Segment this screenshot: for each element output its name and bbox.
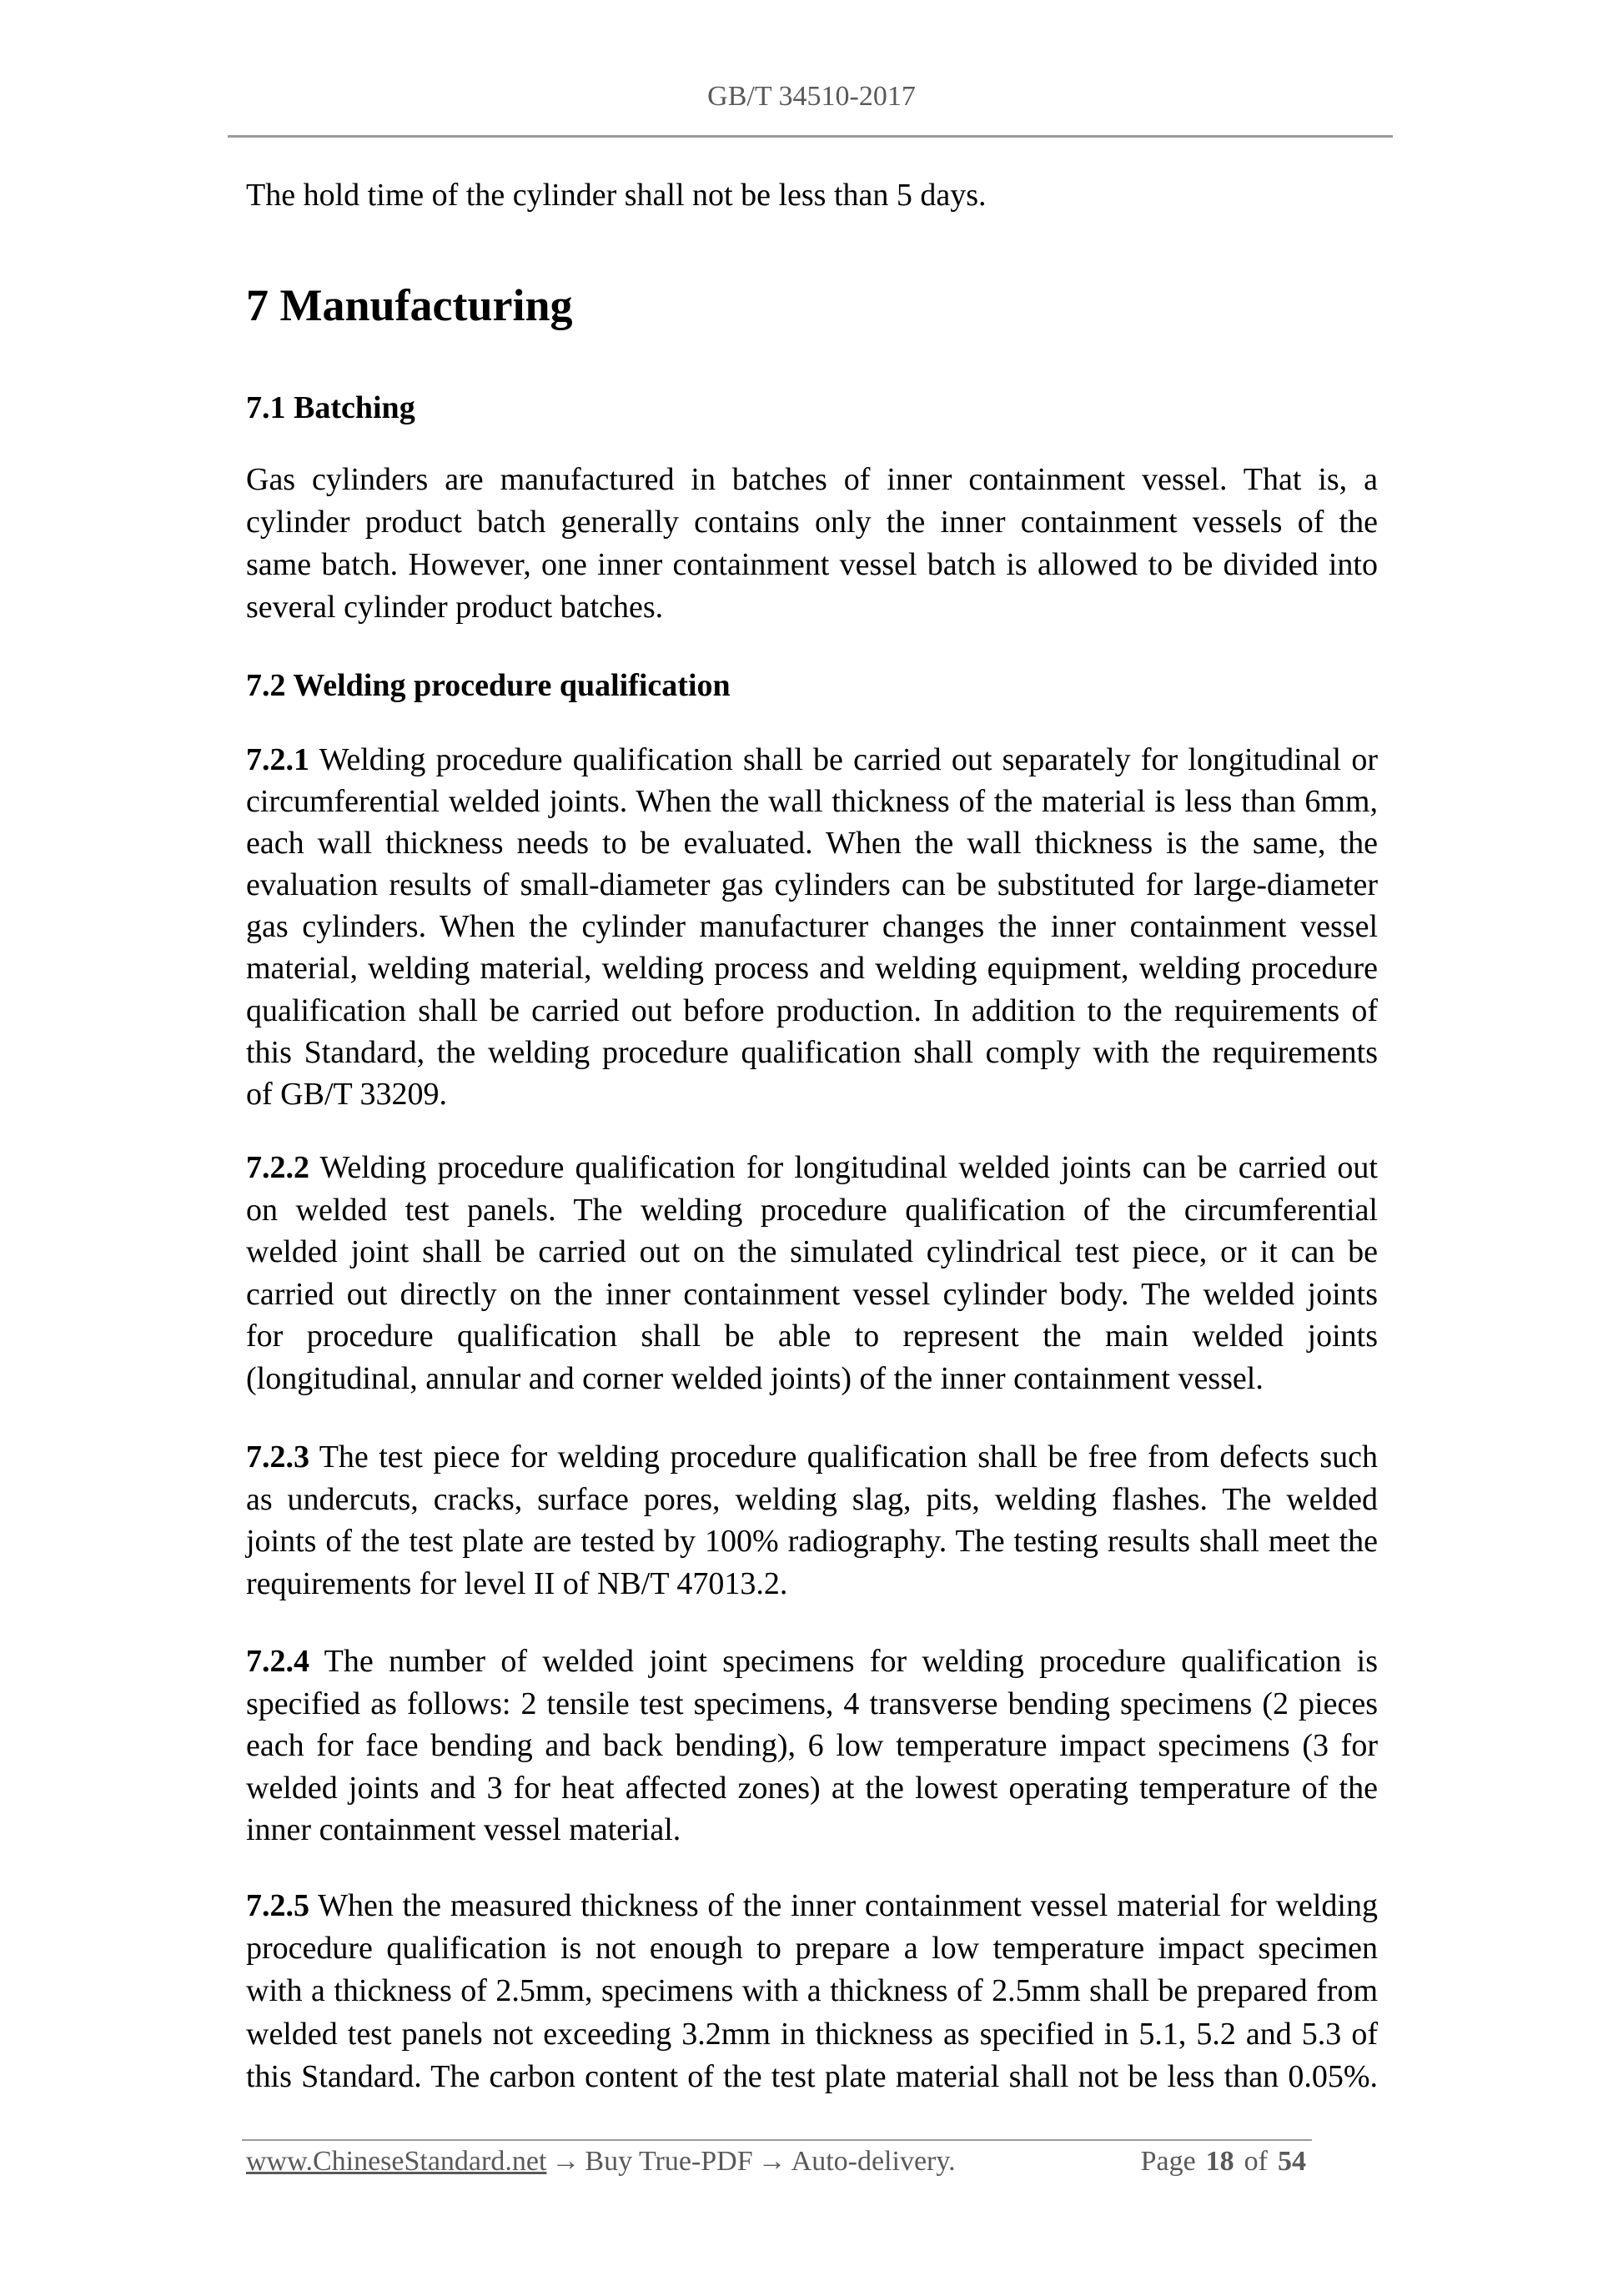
clause-number: 7.2.5 xyxy=(246,1888,309,1923)
clause-7-2-5 xyxy=(246,1885,1378,2098)
clause-7-2-3 xyxy=(246,1436,1378,1605)
clause-number: 7.2.1 xyxy=(246,742,309,777)
clause-number: 7.2.3 xyxy=(246,1439,309,1475)
subsection-heading-7-1: 7.1 Batching xyxy=(246,390,415,425)
clause-text: When the measured thickness of the inner containment vessel material for welding xyxy=(318,1888,1378,1923)
text-line: welded test panels not exceeding 3.2mm in thickness as specified in 5.1, 5.2 and 5.3 of xyxy=(246,2016,1378,2052)
text-line: gas cylinders. When the cylinder manufacturer changes the inner containment vessel xyxy=(246,909,1378,945)
running-header-doc-id: GB/T 34510-2017 xyxy=(707,81,916,112)
section-heading: 7 Manufacturing xyxy=(246,280,573,330)
paragraph-7-1 xyxy=(246,459,1378,629)
text-line: material, welding material, welding process and welding equipment, welding procedure xyxy=(246,951,1378,987)
text-line: Gas cylinders are manufactured in batches of inner containment vessel. That is, a xyxy=(246,462,1378,497)
text-line: cylinder product batch generally contains only the inner containment vessels of the xyxy=(246,505,1378,540)
text-line: evaluation results of small-diameter gas cylinders can be substituted for large-diameter xyxy=(246,867,1378,903)
clause-7-2-4 xyxy=(246,1640,1378,1851)
clause-7-2-1 xyxy=(246,739,1378,1115)
text-line: carried out directly on the inner containment vessel cylinder body. The welded joints xyxy=(246,1276,1378,1312)
subsection-heading-7-2: 7.2 Welding procedure qualification xyxy=(246,668,731,703)
text-line: for procedure qualification shall be able to represent the main welded joints xyxy=(246,1319,1378,1354)
text-line xyxy=(246,1436,1378,1479)
text-line: specified as follows: 2 tensile test specimens, 4 transverse bending specimens (2 pieces xyxy=(246,1686,1378,1721)
auto-delivery-text: Auto-delivery. xyxy=(791,2146,956,2177)
clause-text: Welding procedure qualification shall be carried out separately for longitudinal or xyxy=(319,742,1378,777)
text-line: with a thickness of 2.5mm, specimens with a thickness of 2.5mm shall be prepared from xyxy=(246,1973,1378,2009)
text-line xyxy=(246,1885,1378,1927)
text-line: welded joints and 3 for heat affected zones) at the lowest operating temperature of the xyxy=(246,1770,1378,1806)
text-line: joints of the test plate are tested by 100% radiography. The testing results shall meet the xyxy=(246,1524,1378,1560)
text-line: The hold time of the cylinder shall not be less than 5 days. xyxy=(246,178,987,213)
footer-divider xyxy=(242,2139,1312,2141)
text-line: each wall thickness needs to be evaluated. When the wall thickness is the same, the xyxy=(246,826,1378,862)
text-line: circumferential welded joints. When the wall thickness of the material is less than 6mm, xyxy=(246,784,1378,820)
intro-paragraph xyxy=(246,174,1378,217)
clause-number: 7.2.4 xyxy=(246,1644,309,1679)
text-line: same batch. However, one inner containment vessel batch is allowed to be divided into xyxy=(246,547,1378,582)
text-line: this Standard, the welding procedure qualification shall comply with the requirements xyxy=(246,1034,1378,1070)
text-line: procedure qualification is not enough to prepare a low temperature impact specimen xyxy=(246,1931,1378,1967)
text-line xyxy=(246,1147,1378,1189)
buy-true-pdf-text: Buy True-PDF xyxy=(585,2146,753,2177)
text-line xyxy=(246,739,1378,781)
text-line: on welded test panels. The welding procedure qualification of the circumferential xyxy=(246,1192,1378,1228)
page-indicator xyxy=(1141,2143,1306,2180)
text-line: qualification shall be carried out before production. In addition to the requirements of xyxy=(246,992,1378,1028)
text-line: requirements for level II of NB/T 47013.2. xyxy=(246,1565,788,1601)
clause-text: The number of welded joint specimens for welding procedure qualification is xyxy=(324,1644,1378,1679)
clause-7-2-2 xyxy=(246,1147,1378,1400)
clause-number: 7.2.2 xyxy=(246,1150,309,1185)
text-line: (longitudinal, annular and corner welded joints) of the inner containment vessel. xyxy=(246,1360,1264,1396)
arrow-right-icon: → xyxy=(757,2146,786,2177)
header-divider xyxy=(228,135,1393,138)
page-label: Page xyxy=(1140,2146,1196,2177)
of-label: of xyxy=(1244,2146,1268,2177)
text-line: several cylinder product batches. xyxy=(246,590,664,625)
text-line: inner containment vessel material. xyxy=(246,1812,681,1848)
text-line: of GB/T 33209. xyxy=(246,1076,448,1112)
website-link[interactable]: www.ChineseStandard.net xyxy=(246,2146,547,2177)
page-current: 18 xyxy=(1205,2146,1234,2177)
text-line: welded joint shall be carried out on the simulated cylindrical test piece, or it can be xyxy=(246,1234,1378,1270)
text-line: each for face bending and back bending), 6 low temperature impact specimens (3 for xyxy=(246,1728,1378,1764)
text-line: as undercuts, cracks, surface pores, welding slag, pits, welding flashes. The welded xyxy=(246,1481,1378,1517)
arrow-right-icon: → xyxy=(551,2146,580,2177)
text-line xyxy=(246,1640,1378,1683)
text-line: this Standard. The carbon content of the test plate material shall not be less than 0.05%. xyxy=(246,2058,1378,2094)
footer-promo xyxy=(246,2143,956,2180)
clause-text: Welding procedure qualification for longitudinal welded joints can be carried out xyxy=(319,1150,1378,1185)
clause-text: The test piece for welding procedure qualification shall be free from defects such xyxy=(319,1439,1378,1475)
page-total: 54 xyxy=(1278,2146,1306,2177)
